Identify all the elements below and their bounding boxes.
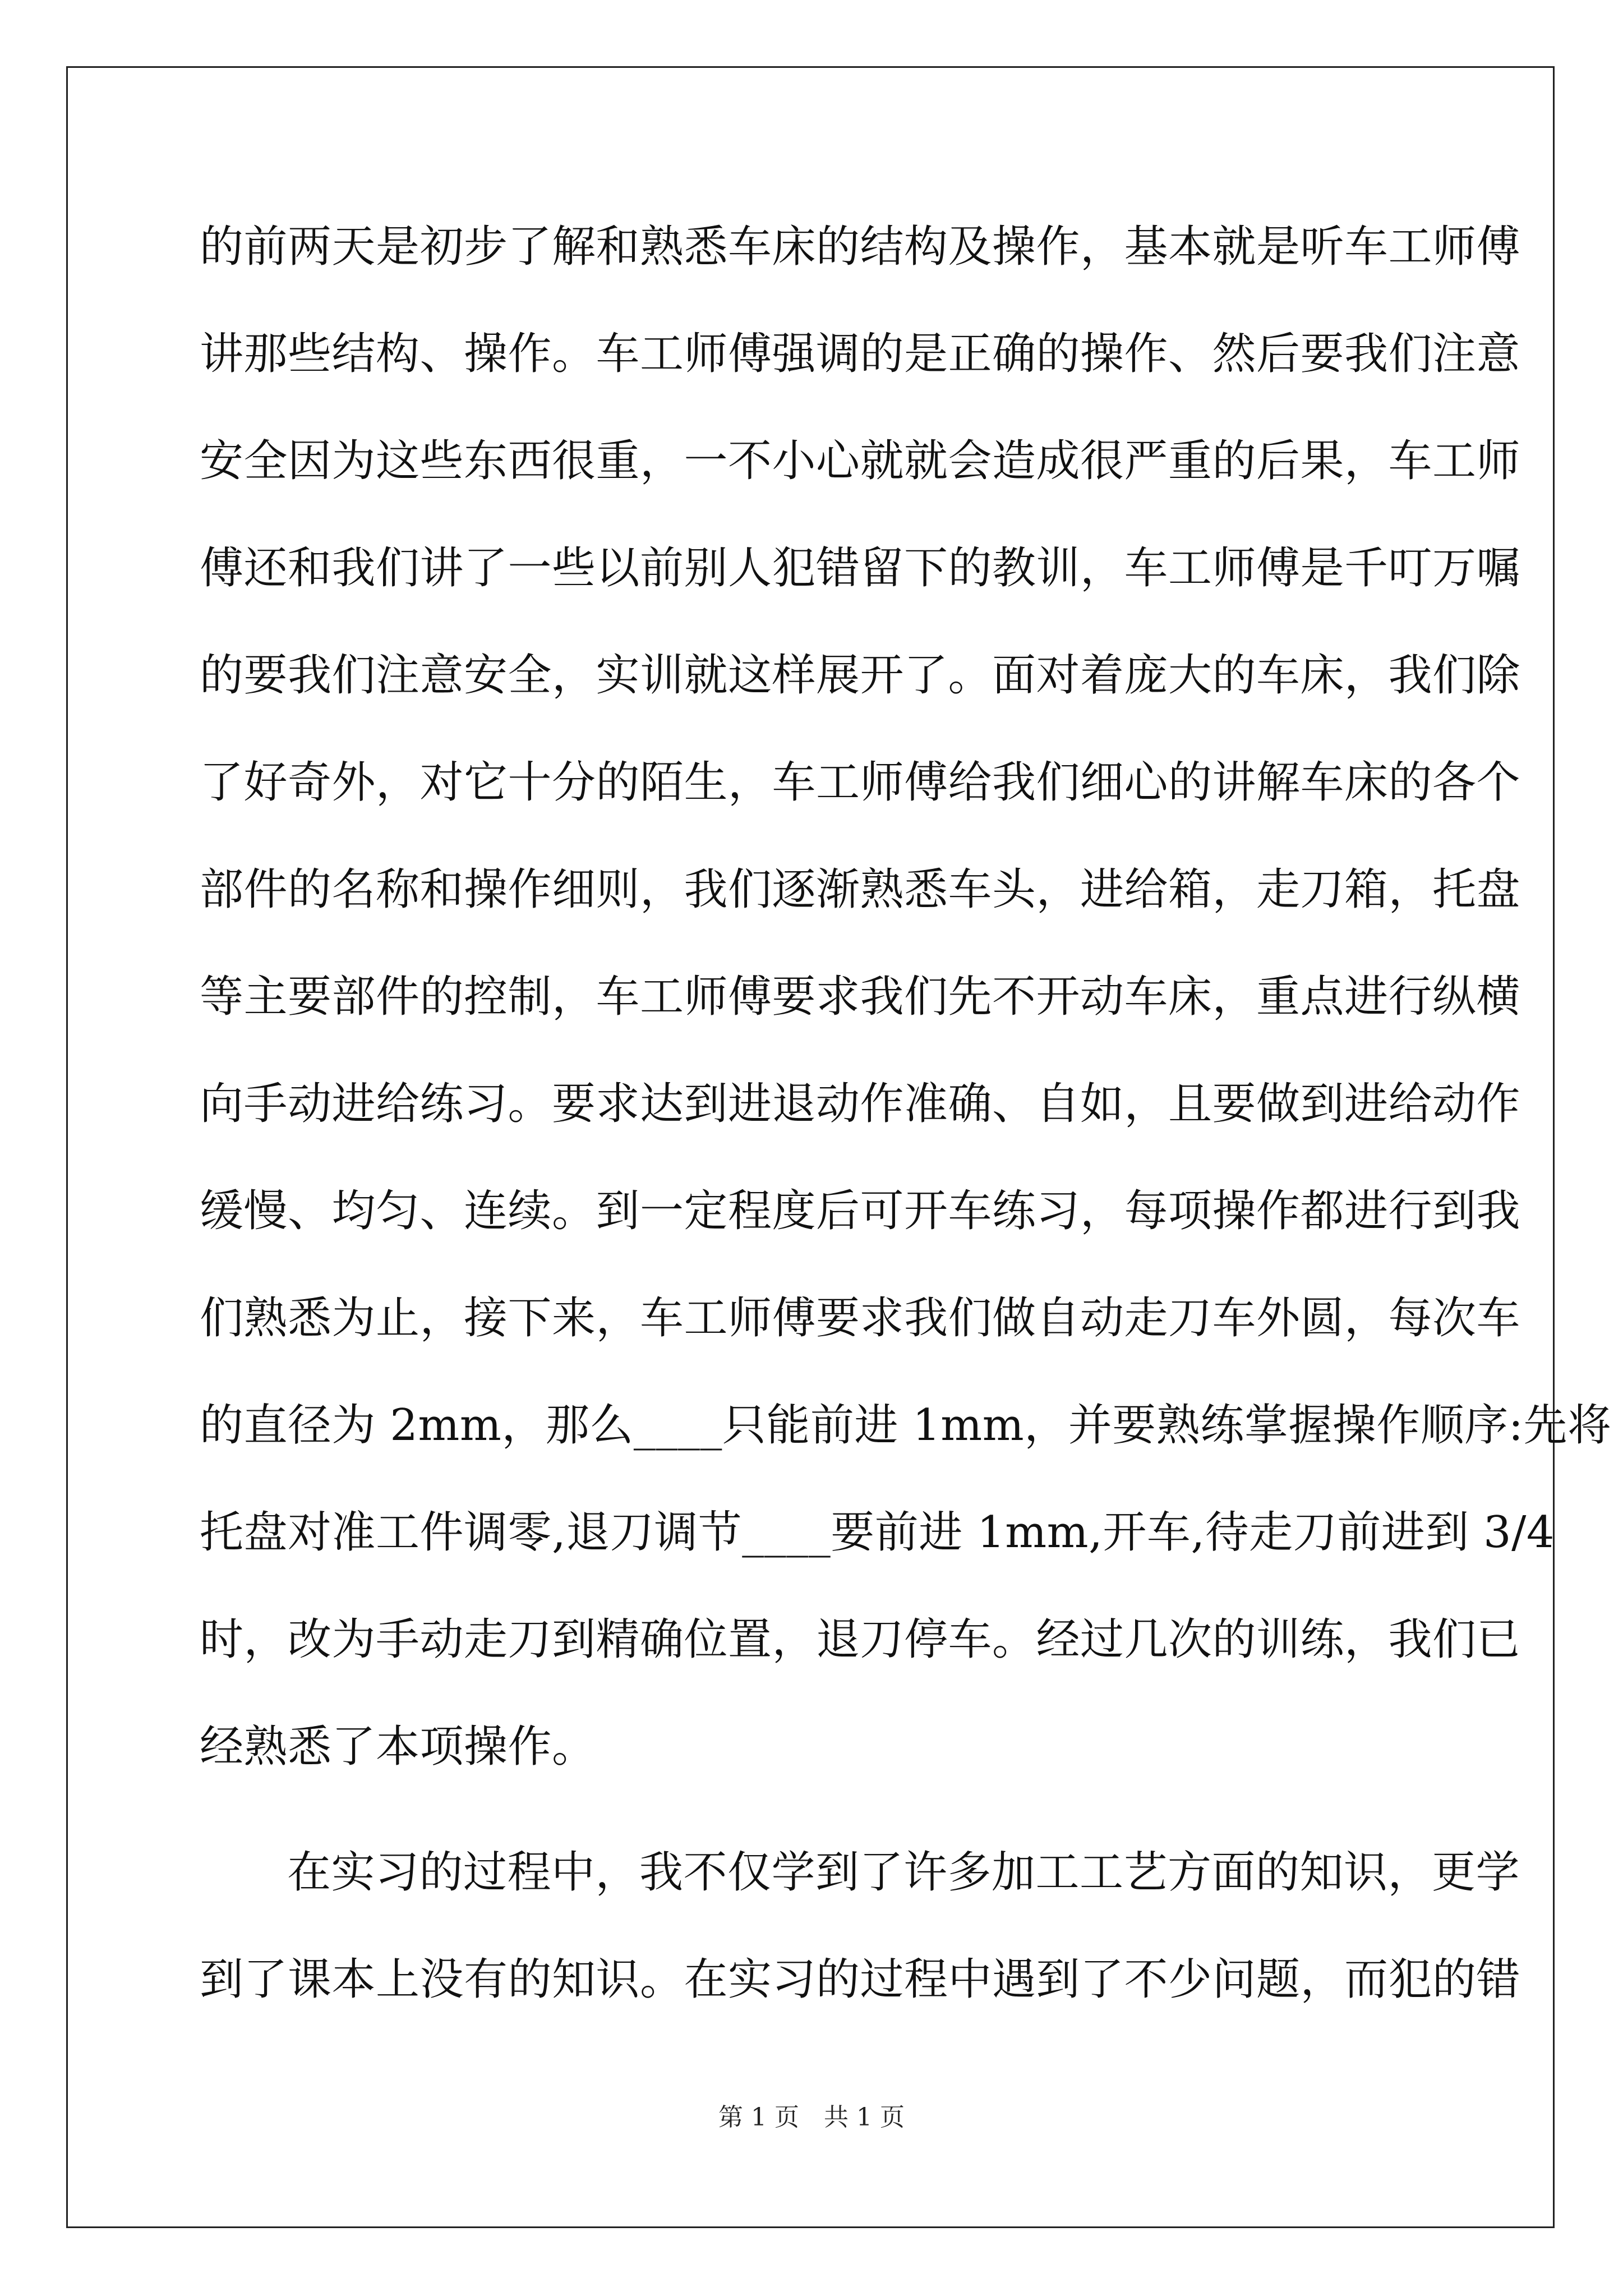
text-line: 缓慢、均匀、连续。到一定程度后可开车练习，每项操作都进行到我: [200, 1186, 1521, 1236]
text-line: 了好奇外，对它十分的陌生，车工师傅给我们细心的讲解车床的各个: [200, 757, 1521, 808]
text-line: 部件的名称和操作细则，我们逐渐熟悉车头，进给箱，走刀箱，托盘: [200, 864, 1521, 915]
text-line: 在实习的过程中，我不仅学到了许多加工工艺方面的知识，更学: [287, 1847, 1520, 1898]
text-line: 讲那些结构、操作。车工师傅强调的是正确的操作、然后要我们注意: [200, 329, 1521, 379]
text-line: 向手动进给练习。要求达到进退动作准确、自如，且要做到进给动作: [200, 1079, 1521, 1129]
text-line: 等主要部件的控制，车工师傅要求我们先不开动车床，重点进行纵横: [200, 972, 1521, 1022]
page-total: 共 1 页: [824, 2103, 905, 2132]
text-line: 的要我们注意安全，实训就这样展开了。面对着庞大的车床，我们除: [200, 650, 1521, 701]
document-body: [200, 213, 1612, 2053]
page-footer: [0, 2101, 1623, 2134]
text-line: 的直径为 2mm，那么____只能前进 1mm，并要熟练掌握操作顺序:先将: [200, 1400, 1612, 1451]
page-number: 第 1 页: [718, 2103, 799, 2132]
text-line: 经熟悉了本项操作。: [200, 1722, 596, 1772]
text-line: 傅还和我们讲了一些以前别人犯错留下的教训，车工师傅是千叮万嘱: [200, 543, 1521, 593]
text-line: 安全因为这些东西很重，一不小心就就会造成很严重的后果，车工师: [200, 436, 1521, 486]
text-line: 托盘对准工件调零,退刀调节____要前进 1mm,开车,待走刀前进到 3/4: [200, 1507, 1555, 1558]
text-line: 时，改为手动走刀到精确位置，退刀停车。经过几次的训练，我们已: [200, 1614, 1521, 1665]
text-line: 到了课本上没有的知识。在实习的过程中遇到了不少问题，而犯的错: [200, 1954, 1521, 2005]
text-line: 们熟悉为止，接下来，车工师傅要求我们做自动走刀车外圆，每次车: [200, 1293, 1521, 1343]
text-line: 的前两天是初步了解和熟悉车床的结构及操作，基本就是听车工师傅: [200, 222, 1521, 272]
paragraph-gap: [200, 1820, 1428, 1839]
